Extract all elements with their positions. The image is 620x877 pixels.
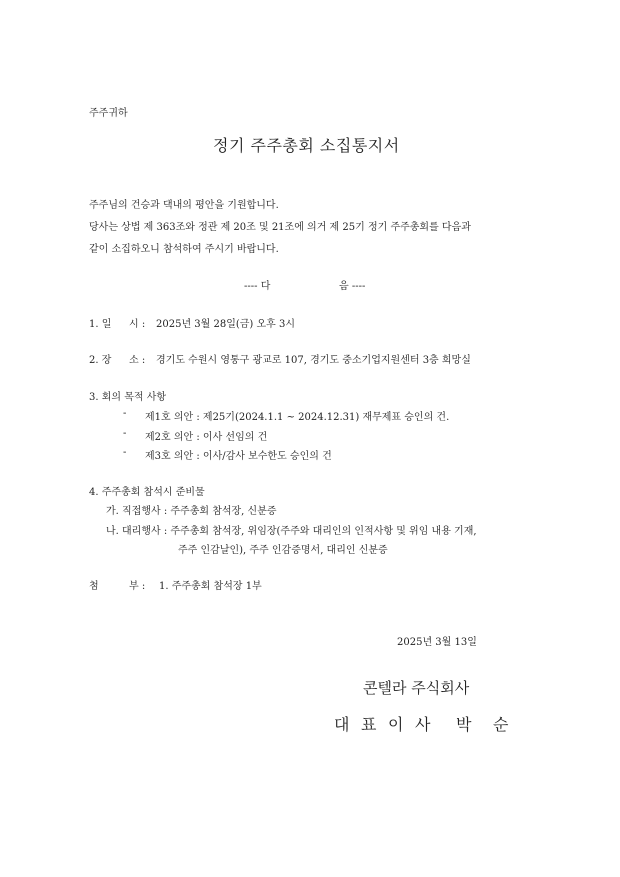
divider-right: 음 ---- [339,281,366,292]
item-number-date: 1. 일 [89,319,112,330]
ceo-title-char: 이 [388,715,404,734]
item-label-date: 시 : [129,319,146,330]
agenda-bullet: - [123,447,127,458]
agenda-entry: 제3호 의안 : 이사/감사 보수한도 승인의 건 [145,451,332,462]
attachment-label-start: 첨 [89,581,99,592]
ceo-title-char: 표 [361,715,377,734]
proxy-attendance-line: 나. 대리행사 : 주주총회 참석장, 위임장(주주와 대리인의 인적사항 및 위임 내용 기재, [106,526,477,537]
ceo-name-char: 순 [493,715,509,734]
agenda-bullet: - [123,408,127,419]
ceo-title-char: 사 [415,715,431,734]
divider-left: ---- 다 [244,281,271,292]
notice-date: 2025년 3월 13일 [397,637,477,648]
ceo-name-char: 박 [456,715,472,734]
attachment-value: 1. 주주총회 참석장 1부 [159,581,262,592]
attachment-label-end: 부 : [129,581,146,592]
proxy-attendance-line-continued: 주주 인감날인), 주주 인감증명서, 대리인 신분증 [178,545,388,556]
meeting-date-value: 2025년 3월 28일(금) 오후 3시 [156,319,296,330]
ceo-signature-line [0,712,620,736]
ceo-title-char: 대 [334,715,350,734]
agenda-entry: 제2호 의안 : 이사 선임의 건 [145,432,268,443]
agenda-heading: 3. 회의 목적 사항 [89,392,167,403]
company-name: 콘텔라 주식회사 [363,679,470,697]
intro-line: 주주님의 건승과 댁내의 평안을 기원합니다. [89,200,279,211]
agenda-bullet: - [123,428,127,439]
meeting-place-value: 경기도 수원시 영통구 광교로 107, 경기도 중소기업지원센터 3층 희망실 [156,355,471,366]
agenda-entry: 제1호 의안 : 제25기(2024.1.1 ~ 2024.12.31) 재무제표 승인의 건. [145,412,450,423]
document-title: 정기 주주총회 소집통지서 [213,136,400,155]
intro-line: 당사는 상법 제 363조와 정관 제 20조 및 21조에 의거 제 25기 정기 주주총회를 다음과 [89,222,471,233]
direct-attendance-line: 가. 직접행사 : 주주총회 참석장, 신분증 [106,506,277,517]
preparation-heading: 4. 주주총회 참석시 준비물 [89,487,205,498]
intro-line: 같이 소집하오니 참석하여 주시기 바랍니다. [89,244,279,255]
item-label-place: 소 : [129,355,146,366]
item-number-place: 2. 장 [89,355,112,366]
addressee: 주주귀하 [89,108,128,119]
